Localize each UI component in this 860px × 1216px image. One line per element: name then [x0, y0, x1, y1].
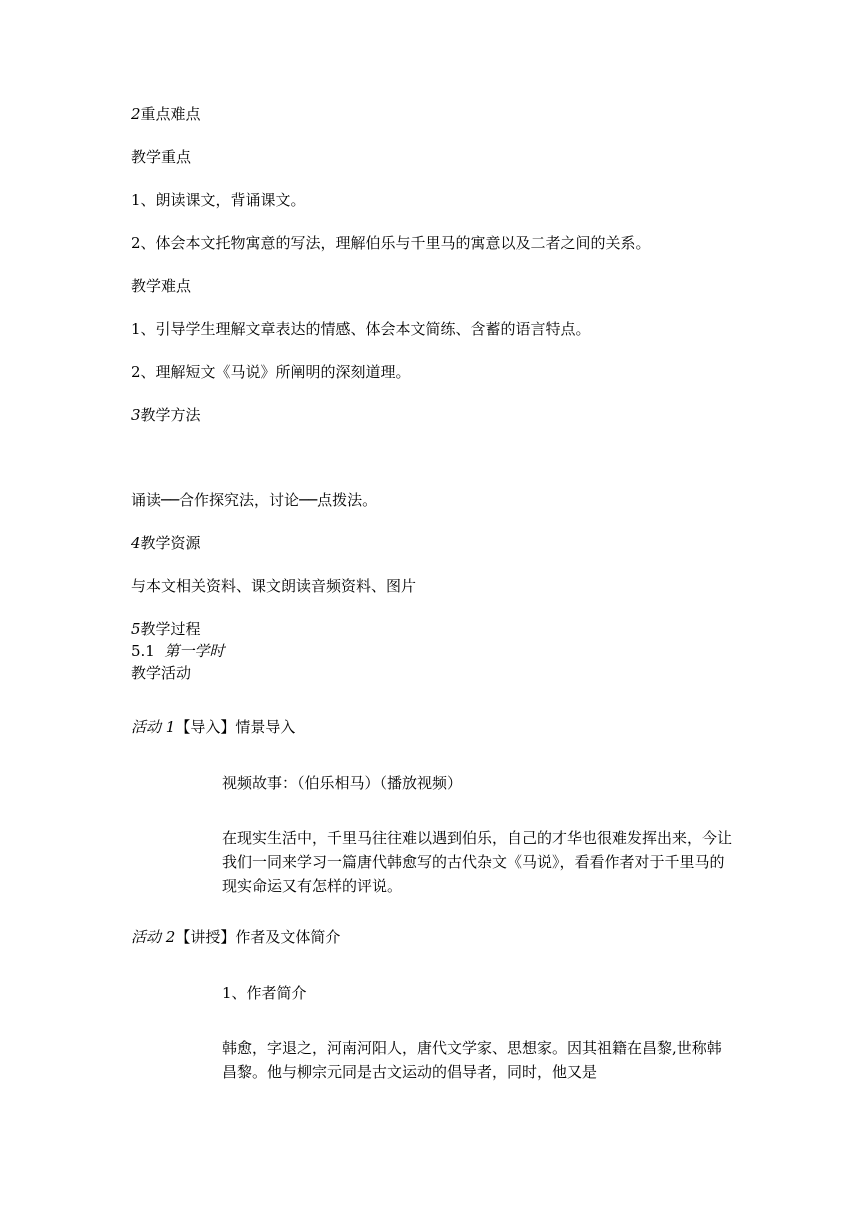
subsection-number: 5.1 — [131, 642, 155, 660]
activity-1-heading — [131, 716, 295, 739]
activity-prefix: 活动 1 — [131, 718, 176, 736]
activity-tag: 【导入】 — [175, 718, 236, 736]
section-number: 5 — [131, 620, 141, 638]
section-number: 3 — [131, 406, 141, 424]
resources-text: 与本文相关资料、课文朗读音频资料、图片 — [131, 577, 417, 595]
section-title: 重点难点 — [140, 105, 201, 123]
teaching-method-text: 诵读──合作探究法，讨论──点拨法。 — [131, 491, 378, 509]
activity-title: 情景导入 — [235, 718, 296, 736]
video-story-line: 视频故事：（伯乐相马）（播放视频） — [222, 774, 463, 792]
activity-title: 作者及文体简介 — [235, 928, 341, 946]
key-point-item: 1、朗读课文，背诵课文。 — [131, 191, 306, 209]
section-title: 教学资源 — [140, 534, 201, 552]
activity-prefix: 活动 2 — [131, 928, 176, 946]
section-number: 4 — [131, 534, 141, 552]
section-3-heading — [131, 404, 201, 427]
section-number: 2 — [131, 105, 141, 123]
author-intro-heading: 1、作者简介 — [222, 984, 307, 1002]
key-points-heading: 教学重点 — [131, 148, 192, 166]
intro-paragraph: 在现实生活中，千里马往往难以遇到伯乐，自己的才华也很难发挥出来，今让我们一同来学习一篇唐代韩愈写的古代杂文《马说》，看看作者对于千里马的现实命运又有怎样的评说。 — [222, 829, 733, 895]
difficulty-item: 1、引导学生理解文章表达的情感、体会本文简练、含蓄的语言特点。 — [131, 320, 591, 338]
activities-heading: 教学活动 — [131, 664, 192, 682]
section-5-heading — [131, 618, 201, 641]
subsection-5-1-heading — [131, 640, 224, 663]
difficulties-heading: 教学难点 — [131, 277, 192, 295]
key-point-item: 2、体会本文托物寓意的写法，理解伯乐与千里马的寓意以及二者之间的关系。 — [131, 234, 651, 252]
subsection-title: 第一学时 — [164, 642, 225, 660]
activity-2-heading — [131, 926, 340, 949]
activity-tag: 【讲授】 — [175, 928, 236, 946]
section-2-heading — [131, 103, 201, 126]
difficulty-item: 2、理解短文《马说》所阐明的深刻道理。 — [131, 363, 411, 381]
section-title: 教学过程 — [140, 620, 201, 638]
author-paragraph: 韩愈，字退之，河南河阳人，唐代文学家、思想家。因其祖籍在昌黎,世称韩昌黎。他与柳宗元同是古文运动的倡导者，同时，他又是 — [222, 1039, 722, 1081]
section-4-heading — [131, 532, 201, 555]
section-title: 教学方法 — [140, 406, 201, 424]
